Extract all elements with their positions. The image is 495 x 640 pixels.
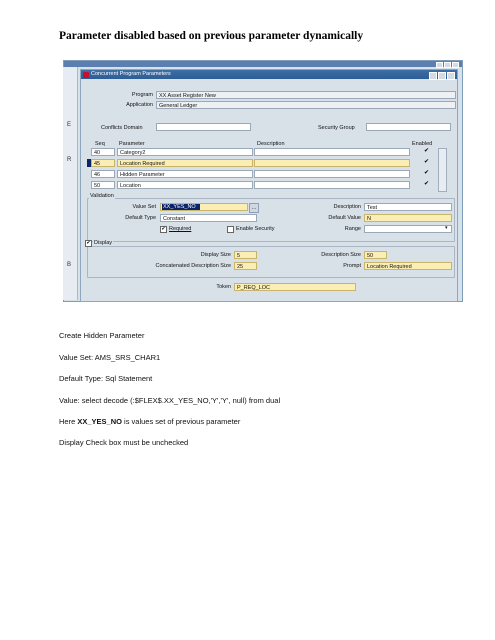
note-create-hidden-parameter: Create Hidden Parameter: [59, 331, 145, 340]
required-checkbox[interactable]: ✔: [161, 226, 166, 232]
program-field[interactable]: XX Asset Register New: [156, 91, 456, 99]
enable-security-label: Enable Security: [236, 226, 275, 232]
prompt-label: Prompt: [343, 263, 361, 269]
oracle-logo-icon: [83, 72, 89, 78]
conflicts-domain-label: Conflicts Domain: [101, 125, 143, 131]
seq-cell[interactable]: 40: [91, 148, 115, 156]
token-field[interactable]: P_REQ_LOC: [234, 283, 356, 291]
required-label: Required: [169, 226, 192, 232]
note-suffix: is values set of previous parameter: [121, 417, 241, 426]
enabled-checkbox[interactable]: ✔: [424, 170, 430, 176]
window-title: Concurrent Program Parameters: [91, 71, 171, 77]
application-label: Application: [126, 102, 153, 108]
background-label-r: R: [67, 157, 72, 163]
description-size-label: Description Size: [321, 252, 361, 258]
value-set-label: Value Set: [132, 204, 156, 210]
enabled-checkbox[interactable]: ✔: [424, 148, 430, 154]
security-group-label: Security Group: [318, 125, 355, 131]
note-value-set: Value Set: AMS_SRS_CHAR1: [59, 353, 161, 362]
column-enabled: Enabled: [412, 141, 433, 147]
document-title: Parameter disabled based on previous parameter dynamically: [59, 30, 364, 42]
parameter-cell[interactable]: Hidden Parameter: [117, 170, 253, 178]
note-default-type: Default Type: Sql Statement: [59, 374, 153, 383]
window-titlebar: [81, 70, 457, 79]
description-field[interactable]: Test: [364, 203, 452, 211]
close-icon[interactable]: [452, 62, 459, 68]
note-value-set-explanation: [59, 417, 240, 426]
display-size-label: Display Size: [200, 252, 231, 258]
note-display-checkbox: Display Check box must be unchecked: [59, 438, 189, 447]
column-description: Description: [257, 141, 285, 147]
range-label: Range: [344, 226, 361, 232]
default-value-label: Default Value: [328, 215, 361, 221]
maximize-icon[interactable]: [444, 62, 451, 68]
validation-legend: Validation: [90, 193, 114, 199]
concurrent-program-parameters-window: [80, 69, 458, 302]
background-label-e: E: [67, 122, 72, 128]
enable-security-checkbox[interactable]: [227, 226, 234, 233]
conflicts-domain-field[interactable]: [156, 123, 251, 131]
chevron-down-icon[interactable]: ▾: [445, 225, 448, 231]
maximize-icon[interactable]: [438, 72, 446, 80]
list-of-values-icon[interactable]: …: [249, 203, 259, 213]
description-cell[interactable]: [254, 159, 410, 167]
range-dropdown[interactable]: [364, 225, 452, 233]
parameter-cell[interactable]: Location: [117, 181, 253, 189]
note-value-set-name: XX_YES_NO: [77, 417, 122, 426]
note-prefix: Here: [59, 417, 78, 426]
minimize-icon[interactable]: [436, 62, 443, 68]
concatenated-description-size-label: Concatenated Description Size: [155, 263, 231, 269]
seq-cell[interactable]: 46: [91, 170, 115, 178]
security-group-field[interactable]: [366, 123, 451, 131]
parameter-cell[interactable]: Location Required: [117, 159, 253, 167]
prompt-field[interactable]: Location Required: [364, 262, 452, 270]
seq-cell[interactable]: 50: [91, 181, 115, 189]
concatenated-description-size-field[interactable]: 25: [234, 262, 257, 270]
description-size-field[interactable]: 50: [364, 251, 387, 259]
default-type-field[interactable]: Constant: [160, 214, 257, 222]
display-legend: Display: [94, 240, 113, 246]
description-cell[interactable]: [254, 181, 410, 189]
application-titlebar: [64, 61, 462, 67]
note-value-sql: Value: select decode (:$FLEX$.XX_YES_NO,'Y','Y', null) from dual: [59, 396, 281, 405]
description-label: Description: [333, 204, 361, 210]
program-label: Program: [131, 92, 153, 98]
minimize-icon[interactable]: [429, 72, 437, 80]
default-type-label: Default Type: [125, 215, 156, 221]
column-seq: Seq: [95, 141, 105, 147]
application-field[interactable]: General Ledger: [156, 101, 456, 109]
display-checkbox[interactable]: ✔: [86, 240, 91, 246]
background-label-b: B: [67, 262, 72, 268]
table-scrollbar[interactable]: [438, 148, 447, 192]
enabled-checkbox[interactable]: ✔: [424, 159, 430, 165]
parameter-cell[interactable]: Category2: [117, 148, 253, 156]
description-cell[interactable]: [254, 148, 410, 156]
value-set-value: XX_YES_NO: [162, 204, 200, 210]
close-icon[interactable]: [447, 72, 455, 80]
column-parameter: Parameter: [119, 141, 145, 147]
enabled-checkbox[interactable]: ✔: [424, 181, 430, 187]
seq-cell[interactable]: 45: [91, 159, 115, 167]
background-form-strip: [63, 67, 78, 300]
token-label: Token: [216, 284, 231, 290]
description-cell[interactable]: [254, 170, 410, 178]
display-size-field[interactable]: 5: [234, 251, 257, 259]
value-set-field[interactable]: [160, 203, 248, 211]
default-value-field[interactable]: N: [364, 214, 452, 222]
